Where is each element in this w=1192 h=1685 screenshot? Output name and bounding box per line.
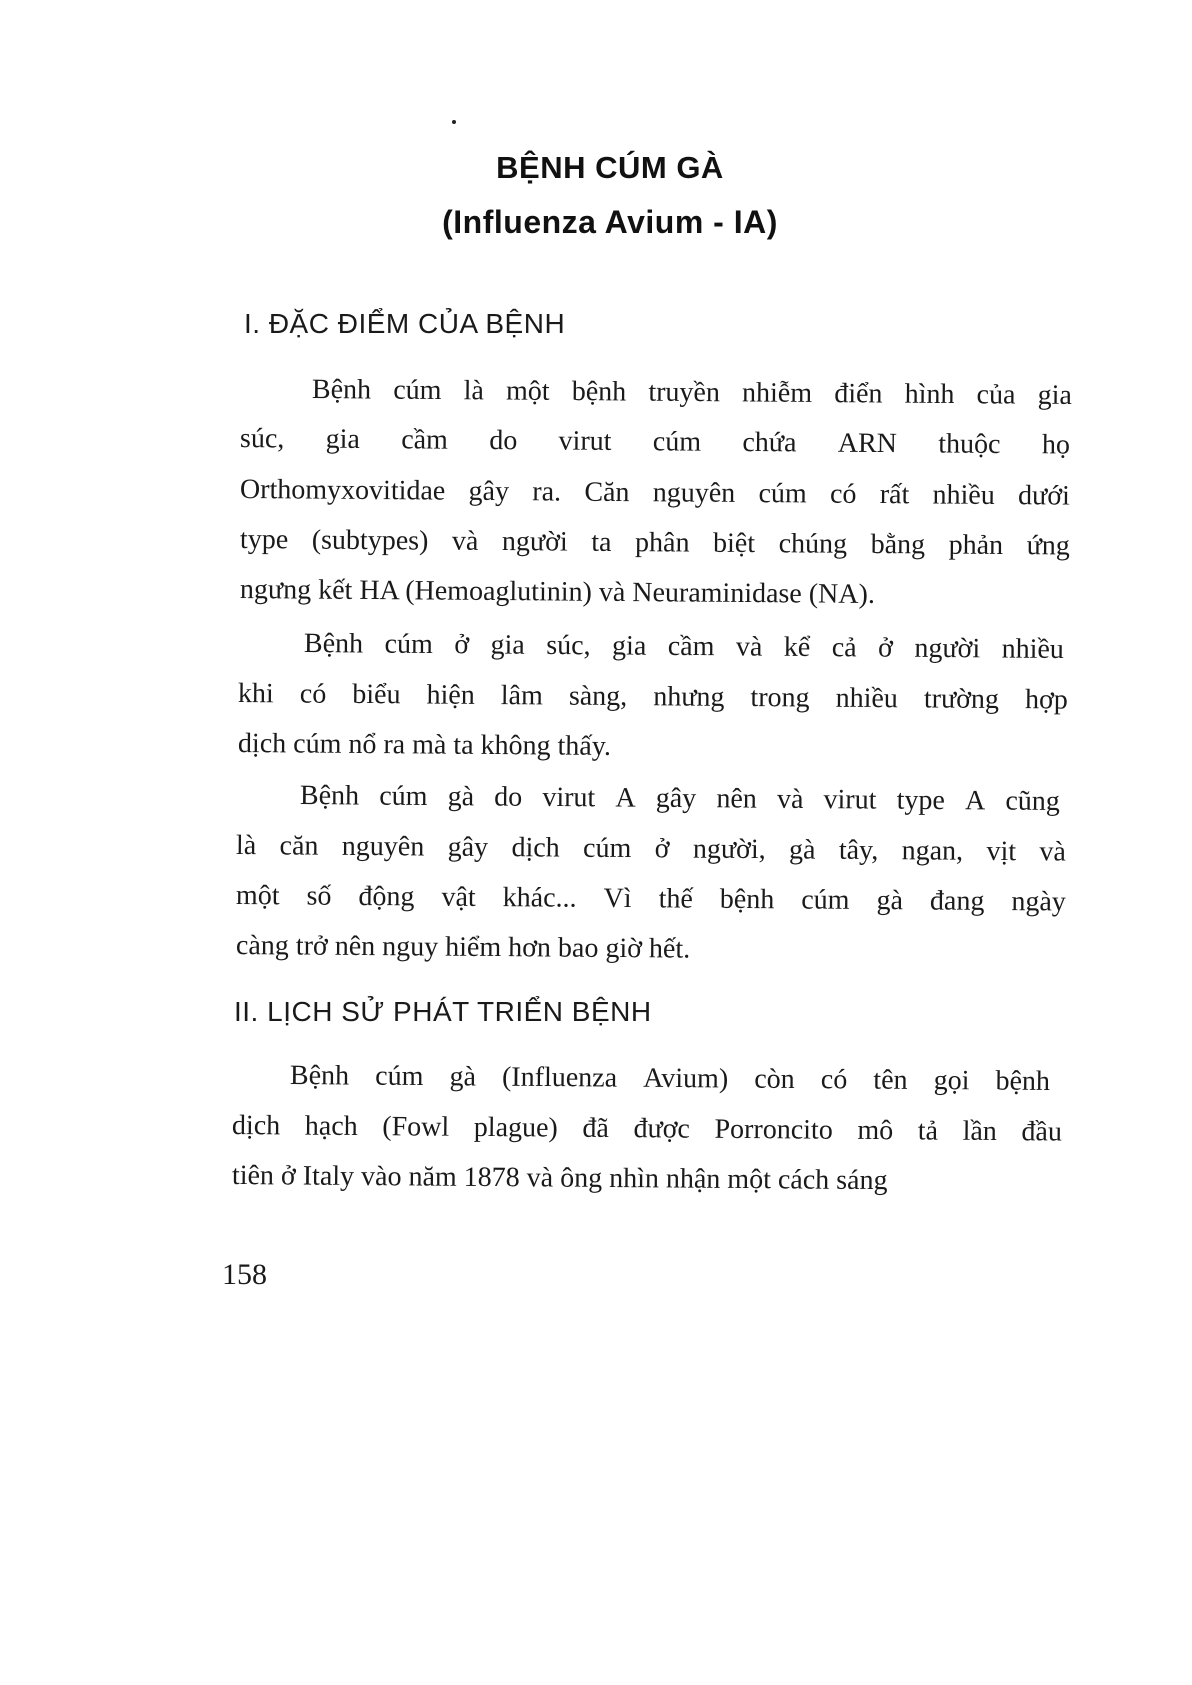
paragraph-line bbox=[304, 628, 1064, 666]
paragraph-line bbox=[232, 1110, 1062, 1149]
paragraph-line bbox=[240, 524, 1070, 563]
paragraph-line bbox=[240, 423, 1070, 462]
line-word: cúm bbox=[384, 628, 433, 661]
line-word: gia bbox=[1037, 379, 1072, 411]
line-word: một bbox=[235, 880, 280, 912]
scan-speck bbox=[452, 120, 456, 124]
line-word: nhiều bbox=[932, 479, 995, 511]
line-word: lần bbox=[962, 1115, 997, 1148]
line-word: do bbox=[494, 781, 523, 813]
line-word: hợp bbox=[1024, 684, 1068, 716]
line-word: và bbox=[735, 631, 763, 663]
line-word: biểu bbox=[352, 678, 401, 711]
line-word: cầm bbox=[401, 424, 449, 456]
line-word: (subtypes) bbox=[311, 524, 429, 557]
paragraph-line bbox=[300, 780, 1060, 818]
line-word: virut bbox=[542, 781, 596, 814]
line-word: đang bbox=[929, 885, 985, 917]
line-word: A bbox=[964, 785, 986, 817]
line-word: tây, bbox=[838, 834, 879, 867]
line-word: gia bbox=[490, 629, 525, 661]
line-word: đã bbox=[582, 1112, 610, 1144]
line-word: điển bbox=[834, 378, 883, 410]
paragraph-line bbox=[290, 1060, 1050, 1098]
line-word: cúm bbox=[652, 426, 702, 458]
section-heading-2: II. LỊCH SỬ PHÁT TRIỂN BỆNH bbox=[234, 996, 652, 1027]
line-word: súc, bbox=[546, 629, 591, 662]
line-word: chứa bbox=[742, 426, 797, 459]
line-word: cũng bbox=[1005, 785, 1060, 817]
line-word: mô bbox=[857, 1114, 894, 1147]
line-word: chúng bbox=[778, 528, 848, 560]
line-word: khi bbox=[237, 678, 274, 710]
line-word: (Influenza bbox=[501, 1061, 618, 1094]
line-word: gia bbox=[325, 423, 361, 455]
line-word: cả bbox=[831, 632, 857, 664]
line-word: truyền bbox=[648, 376, 721, 409]
line-word: nên bbox=[716, 783, 757, 815]
line-word: kể bbox=[783, 631, 811, 663]
line-word: dịch bbox=[511, 832, 560, 864]
line-word: hạch bbox=[304, 1110, 358, 1142]
page-number: 158 bbox=[222, 1258, 267, 1291]
line-word: số bbox=[306, 880, 332, 912]
line-word: trong bbox=[750, 682, 810, 714]
line-word: bệnh bbox=[995, 1065, 1051, 1097]
line-word: sàng, bbox=[568, 680, 628, 713]
line-word: lâm bbox=[500, 680, 543, 712]
line-word: type bbox=[239, 524, 289, 556]
line-word: hình bbox=[904, 378, 955, 411]
page-subtitle: (Influenza Avium - IA) bbox=[442, 204, 778, 240]
line-word: type bbox=[896, 784, 945, 817]
line-word: Vì bbox=[603, 882, 632, 915]
line-word: có bbox=[820, 1064, 848, 1096]
line-word: một bbox=[505, 375, 550, 407]
page-title: BỆNH CÚM GÀ bbox=[496, 150, 724, 185]
paragraph-line bbox=[238, 678, 1068, 717]
line-word: người bbox=[501, 526, 568, 558]
line-word: A bbox=[615, 782, 636, 814]
line-word: họ bbox=[1041, 429, 1071, 461]
line-word: có bbox=[299, 678, 327, 710]
line-word: cúm bbox=[379, 780, 428, 813]
line-word: đầu bbox=[1021, 1116, 1063, 1148]
line-word: tả bbox=[917, 1115, 939, 1147]
line-word: cúm bbox=[393, 374, 442, 407]
line-word: vịt bbox=[986, 835, 1017, 868]
line-word: gà bbox=[449, 1061, 477, 1093]
line-word: thế bbox=[658, 883, 693, 915]
line-word: hiện bbox=[426, 679, 475, 711]
line-word: nhưng bbox=[653, 681, 725, 713]
line-word: phân bbox=[634, 527, 690, 559]
paragraph-line: tiên ở Italy vào năm 1878 và ông nhìn nhận một cách sáng bbox=[231, 1160, 888, 1197]
line-word: Bệnh bbox=[311, 374, 372, 406]
line-word: nguyên bbox=[341, 830, 425, 863]
line-word: (Fowl bbox=[382, 1111, 450, 1143]
line-word: dưới bbox=[1017, 480, 1070, 512]
line-word: Bệnh bbox=[303, 628, 364, 660]
line-word: Orthomyxovitidae bbox=[239, 474, 446, 507]
line-word: trường bbox=[923, 683, 1000, 715]
line-word: súc, bbox=[239, 423, 285, 455]
line-word: virut bbox=[558, 425, 612, 457]
line-word: nhiều bbox=[835, 682, 898, 715]
line-word: ở bbox=[454, 629, 470, 661]
line-word: plague) bbox=[473, 1111, 558, 1144]
paragraph-line: dịch cúm nổ ra mà ta không thấy. bbox=[237, 728, 612, 762]
line-word: do bbox=[489, 424, 518, 457]
line-word: Căn bbox=[584, 476, 630, 509]
paragraph-line: ngưng kết HA (Hemoaglutinin) và Neuraminidase (NA). bbox=[239, 574, 876, 610]
paragraph-line bbox=[236, 830, 1066, 869]
line-word: nhiễm bbox=[741, 377, 813, 409]
line-word: gây bbox=[655, 782, 697, 815]
line-word: biệt bbox=[712, 527, 756, 560]
line-word: nhiều bbox=[1001, 633, 1064, 665]
line-word: và bbox=[1039, 836, 1067, 868]
paragraph-line bbox=[236, 880, 1066, 919]
line-word: là bbox=[463, 375, 485, 407]
paragraph-line bbox=[240, 474, 1070, 513]
line-word: tên bbox=[873, 1064, 908, 1096]
line-word: gia bbox=[611, 630, 647, 662]
line-word: được bbox=[633, 1113, 691, 1145]
line-word: ngan, bbox=[901, 835, 964, 867]
line-word: động bbox=[358, 880, 415, 913]
line-word: người bbox=[914, 632, 981, 665]
line-word: bằng bbox=[870, 528, 926, 561]
line-word: virut bbox=[823, 784, 877, 816]
line-word: gà bbox=[447, 781, 475, 813]
line-word: Porroncito bbox=[714, 1113, 833, 1146]
line-word: cầm bbox=[667, 630, 715, 663]
line-word: bệnh bbox=[571, 376, 627, 408]
line-word: ARN bbox=[837, 427, 898, 460]
line-word: ở bbox=[877, 632, 894, 664]
line-word: dịch bbox=[231, 1110, 281, 1142]
line-word: ta bbox=[591, 526, 612, 558]
line-word: gây bbox=[447, 831, 489, 863]
line-word: là bbox=[235, 830, 257, 862]
line-word: nguyên bbox=[652, 477, 736, 509]
line-word: cúm bbox=[801, 884, 850, 916]
line-word: có bbox=[829, 478, 857, 510]
line-word: phản bbox=[948, 529, 1004, 561]
line-word: và bbox=[776, 783, 804, 815]
line-word: Avium) bbox=[643, 1062, 729, 1095]
line-word: căn bbox=[279, 830, 319, 862]
line-word: gà bbox=[876, 885, 904, 917]
line-word: ứng bbox=[1026, 530, 1070, 562]
paragraph-line bbox=[312, 374, 1072, 412]
line-word: ngày bbox=[1011, 886, 1067, 918]
line-word: còn bbox=[754, 1063, 795, 1095]
line-word: và bbox=[451, 525, 479, 557]
line-word: Bệnh bbox=[289, 1060, 350, 1092]
line-word: khác... bbox=[502, 882, 577, 914]
line-word: Bệnh bbox=[299, 780, 360, 812]
section-heading-1: I. ĐẶC ĐIỂM CỦA BỆNH bbox=[244, 308, 566, 339]
line-word: bệnh bbox=[719, 883, 775, 916]
line-word: của bbox=[976, 379, 1016, 411]
line-word: vật bbox=[441, 881, 476, 913]
line-word: ra. bbox=[532, 476, 562, 508]
line-word: cúm bbox=[582, 832, 632, 865]
paragraph-line: càng trở nên nguy hiểm hơn bao giờ hết. bbox=[235, 930, 691, 965]
line-word: gà bbox=[788, 834, 816, 866]
line-word: rất bbox=[879, 479, 910, 511]
line-word: người, bbox=[692, 833, 766, 866]
line-word: ở bbox=[654, 833, 670, 865]
line-word: gây bbox=[468, 475, 510, 508]
line-word: gọi bbox=[933, 1065, 970, 1097]
line-word: cúm bbox=[375, 1060, 424, 1093]
line-word: cúm bbox=[758, 478, 807, 510]
line-word: thuộc bbox=[938, 428, 1001, 460]
